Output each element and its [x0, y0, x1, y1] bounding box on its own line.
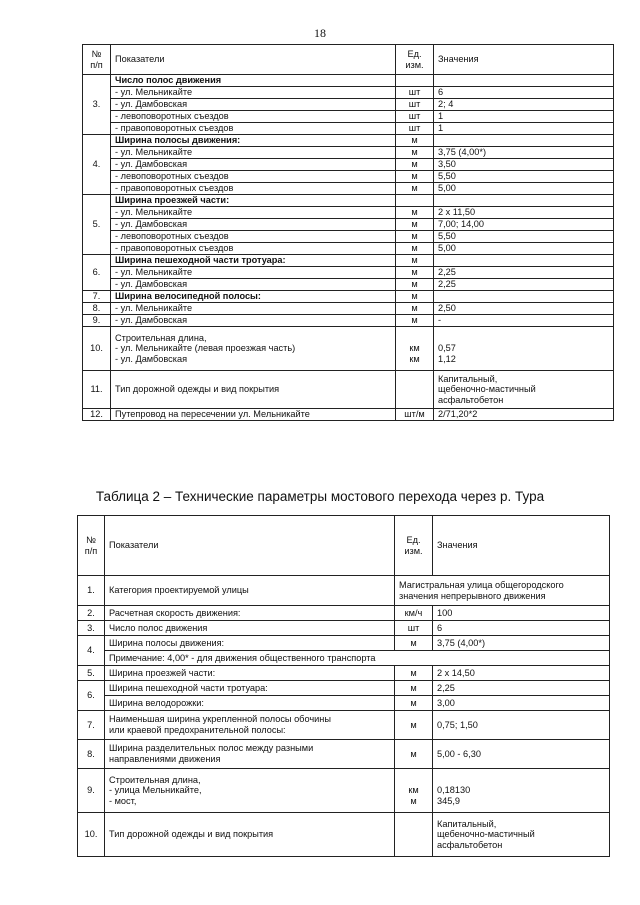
row-unit: шт: [396, 87, 434, 99]
table-row: [83, 147, 614, 159]
table-row: [78, 576, 610, 606]
row-unit: м: [395, 636, 433, 651]
row-value: 5,50: [434, 171, 614, 183]
row-label: - ул. Дамбовская: [111, 219, 396, 231]
row-value: 2 х 14,50: [433, 666, 610, 681]
header-value: Значения: [434, 45, 614, 75]
row-label: Ширина полосы движения:: [105, 636, 395, 651]
row-value: 100: [433, 606, 610, 621]
table-row: [83, 195, 614, 207]
table-2: [77, 515, 610, 857]
row-label: - ул. Мельникайте: [111, 303, 396, 315]
row-num: 11.: [83, 371, 111, 409]
table-row: [78, 711, 610, 740]
row-num: 9.: [78, 769, 105, 813]
row-unit: м: [395, 740, 433, 769]
row-label: Ширина велодорожки:: [105, 696, 395, 711]
row-note: Примечание: 4,00* - для движения общественного транспорта: [105, 651, 610, 666]
row-unit: шт: [396, 123, 434, 135]
row-unit: м: [396, 159, 434, 171]
header-unit: Ед. изм.: [395, 516, 433, 576]
row-label: - ул. Мельникайте: [111, 147, 396, 159]
row-num: 10.: [78, 813, 105, 857]
table-header: [78, 516, 610, 576]
row-value: 5,50: [434, 231, 614, 243]
row-value: 5,00: [434, 183, 614, 195]
row-label: - левоповоротных съездов: [111, 231, 396, 243]
row-num: 3.: [83, 75, 111, 135]
row-unit: шт: [395, 621, 433, 636]
header-param: Показатели: [105, 516, 395, 576]
row-value: 3,75 (4,00*): [434, 147, 614, 159]
row-value: Капитальный, щебеночно-мастичный асфальтобетон: [433, 813, 610, 857]
table-row: [78, 769, 610, 813]
row-num: 6.: [78, 681, 105, 711]
row-value: 3,75 (4,00*): [433, 636, 610, 651]
row-unit: м: [396, 315, 434, 327]
row-unit: км/ч: [395, 606, 433, 621]
table-row: [83, 183, 614, 195]
table-row: [78, 813, 610, 857]
row-unit: [395, 813, 433, 857]
table-row: [83, 87, 614, 99]
row-label: Строительная длина, - ул. Мельникайте (левая проезжая часть) - ул. Дамбовская: [111, 327, 396, 371]
row-value: 5,00 - 6,30: [433, 740, 610, 769]
row-num: 10.: [83, 327, 111, 371]
group-title: Ширина проезжей части:: [111, 195, 396, 207]
row-value: 6: [434, 87, 614, 99]
row-unit: м: [396, 135, 434, 147]
table-row: [78, 696, 610, 711]
row-value: 2,25: [433, 681, 610, 696]
row-num: 2.: [78, 606, 105, 621]
row-unit: м: [395, 696, 433, 711]
row-value: 0,57 1,12: [434, 327, 614, 371]
row-label: Ширина разделительных полос между разными направлениями движения: [105, 740, 395, 769]
row-label: - правоповоротных съездов: [111, 243, 396, 255]
header-value: Значения: [433, 516, 610, 576]
table-row: [83, 75, 614, 87]
row-unit: [396, 371, 434, 409]
row-value: 7,00; 14,00: [434, 219, 614, 231]
table-row: [83, 111, 614, 123]
row-unit: м: [396, 303, 434, 315]
header-param: Показатели: [111, 45, 396, 75]
row-value: 2 х 11,50: [434, 207, 614, 219]
table-header: [83, 45, 614, 75]
table-row: [83, 267, 614, 279]
row-unit: м: [396, 243, 434, 255]
header-num: № п/п: [83, 45, 111, 75]
row-label: Тип дорожной одежды и вид покрытия: [111, 371, 396, 409]
table-row: [83, 171, 614, 183]
table-row: [83, 243, 614, 255]
row-num: 4.: [83, 135, 111, 195]
table-row: [83, 99, 614, 111]
table-row: [83, 123, 614, 135]
page-number: 18: [314, 26, 326, 40]
row-label: - ул. Дамбовская: [111, 279, 396, 291]
table-row: [78, 621, 610, 636]
row-label: Ширина пешеходной части тротуара:: [105, 681, 395, 696]
row-value: 3,00: [433, 696, 610, 711]
group-title: Ширина пешеходной части тротуара:: [111, 255, 396, 267]
row-label: Строительная длина, - улица Мельникайте, - мост,: [105, 769, 395, 813]
row-num: 7.: [78, 711, 105, 740]
table-row: [78, 636, 610, 651]
row-num: 6.: [83, 255, 111, 291]
row-unit: м: [396, 219, 434, 231]
row-unit: км м: [395, 769, 433, 813]
row-value: 2,50: [434, 303, 614, 315]
table-row: [83, 135, 614, 147]
row-unit: м: [396, 231, 434, 243]
table-row: [83, 327, 614, 371]
row-label: Число полос движения: [105, 621, 395, 636]
group-title: Число полос движения: [111, 75, 396, 87]
header-num: № п/п: [78, 516, 105, 576]
table-row: [83, 207, 614, 219]
row-unit: шт: [396, 111, 434, 123]
row-num: 1.: [78, 576, 105, 606]
table-2-caption: Таблица 2 – Технические параметры мостового перехода через р. Тура: [95, 489, 545, 504]
row-value: 1: [434, 111, 614, 123]
table-row: [78, 606, 610, 621]
table-row: [83, 255, 614, 267]
row-label: - правоповоротных съездов: [111, 123, 396, 135]
row-label: - правоповоротных съездов: [111, 183, 396, 195]
table-row: [83, 371, 614, 409]
header-unit: Ед. изм.: [396, 45, 434, 75]
row-num: 5.: [78, 666, 105, 681]
row-label: - левоповоротных съездов: [111, 171, 396, 183]
row-label: Наименьшая ширина укрепленной полосы обочины или краевой предохранительной полосы:: [105, 711, 395, 740]
row-value: 2/71,20*2: [434, 409, 614, 421]
table-row: [78, 666, 610, 681]
row-num: 8.: [78, 740, 105, 769]
row-value: 3,50: [434, 159, 614, 171]
row-unit: шт/м: [396, 409, 434, 421]
row-value: Магистральная улица общегородского значения непрерывного движения: [395, 576, 610, 606]
row-unit: м: [395, 681, 433, 696]
row-label: - ул. Мельникайте: [111, 207, 396, 219]
table-row: [83, 409, 614, 421]
row-label: Ширина велосипедной полосы:: [111, 291, 396, 303]
row-unit: м: [396, 267, 434, 279]
row-label: Ширина проезжей части:: [105, 666, 395, 681]
row-label: - ул. Мельникайте: [111, 267, 396, 279]
table-row: [78, 740, 610, 769]
row-unit: м: [396, 279, 434, 291]
table-row: [78, 681, 610, 696]
row-value: -: [434, 315, 614, 327]
row-value: 6: [433, 621, 610, 636]
row-unit: км км: [396, 327, 434, 371]
row-label: - ул. Дамбовская: [111, 159, 396, 171]
table-row: [83, 291, 614, 303]
row-label: - ул. Дамбовская: [111, 315, 396, 327]
table-row: [83, 159, 614, 171]
row-value: 2,25: [434, 279, 614, 291]
row-label: Путепровод на пересечении ул. Мельникайте: [111, 409, 396, 421]
table-row: [83, 231, 614, 243]
row-label: Расчетная скорость движения:: [105, 606, 395, 621]
row-label: - левоповоротных съездов: [111, 111, 396, 123]
row-unit: шт: [396, 99, 434, 111]
row-num: 3.: [78, 621, 105, 636]
row-unit: м: [395, 711, 433, 740]
table-1: [82, 44, 614, 421]
row-label: - ул. Мельникайте: [111, 87, 396, 99]
row-value: 0,18130 345,9: [433, 769, 610, 813]
row-unit: м: [396, 147, 434, 159]
row-value: Капитальный, щебеночно-мастичный асфальтобетон: [434, 371, 614, 409]
row-unit: м: [395, 666, 433, 681]
row-value: 5,00: [434, 243, 614, 255]
row-label: Категория проектируемой улицы: [105, 576, 395, 606]
table-row: [83, 303, 614, 315]
row-unit: м: [396, 171, 434, 183]
row-value: 0,75; 1,50: [433, 711, 610, 740]
row-num: 7.: [83, 291, 111, 303]
row-num: 5.: [83, 195, 111, 255]
group-title: Ширина полосы движения:: [111, 135, 396, 147]
row-unit: м: [396, 255, 434, 267]
row-num: 4.: [78, 636, 105, 666]
table-row: [83, 219, 614, 231]
row-unit: м: [396, 207, 434, 219]
table-row: [83, 279, 614, 291]
row-label: Тип дорожной одежды и вид покрытия: [105, 813, 395, 857]
row-value: 1: [434, 123, 614, 135]
row-num: 9.: [83, 315, 111, 327]
row-value: [434, 291, 614, 303]
row-num: 8.: [83, 303, 111, 315]
table-row: [78, 651, 610, 666]
row-num: 12.: [83, 409, 111, 421]
row-value: 2,25: [434, 267, 614, 279]
row-unit: м: [396, 291, 434, 303]
row-unit: м: [396, 183, 434, 195]
table-row: [83, 315, 614, 327]
row-label: - ул. Дамбовская: [111, 99, 396, 111]
row-value: 2; 4: [434, 99, 614, 111]
